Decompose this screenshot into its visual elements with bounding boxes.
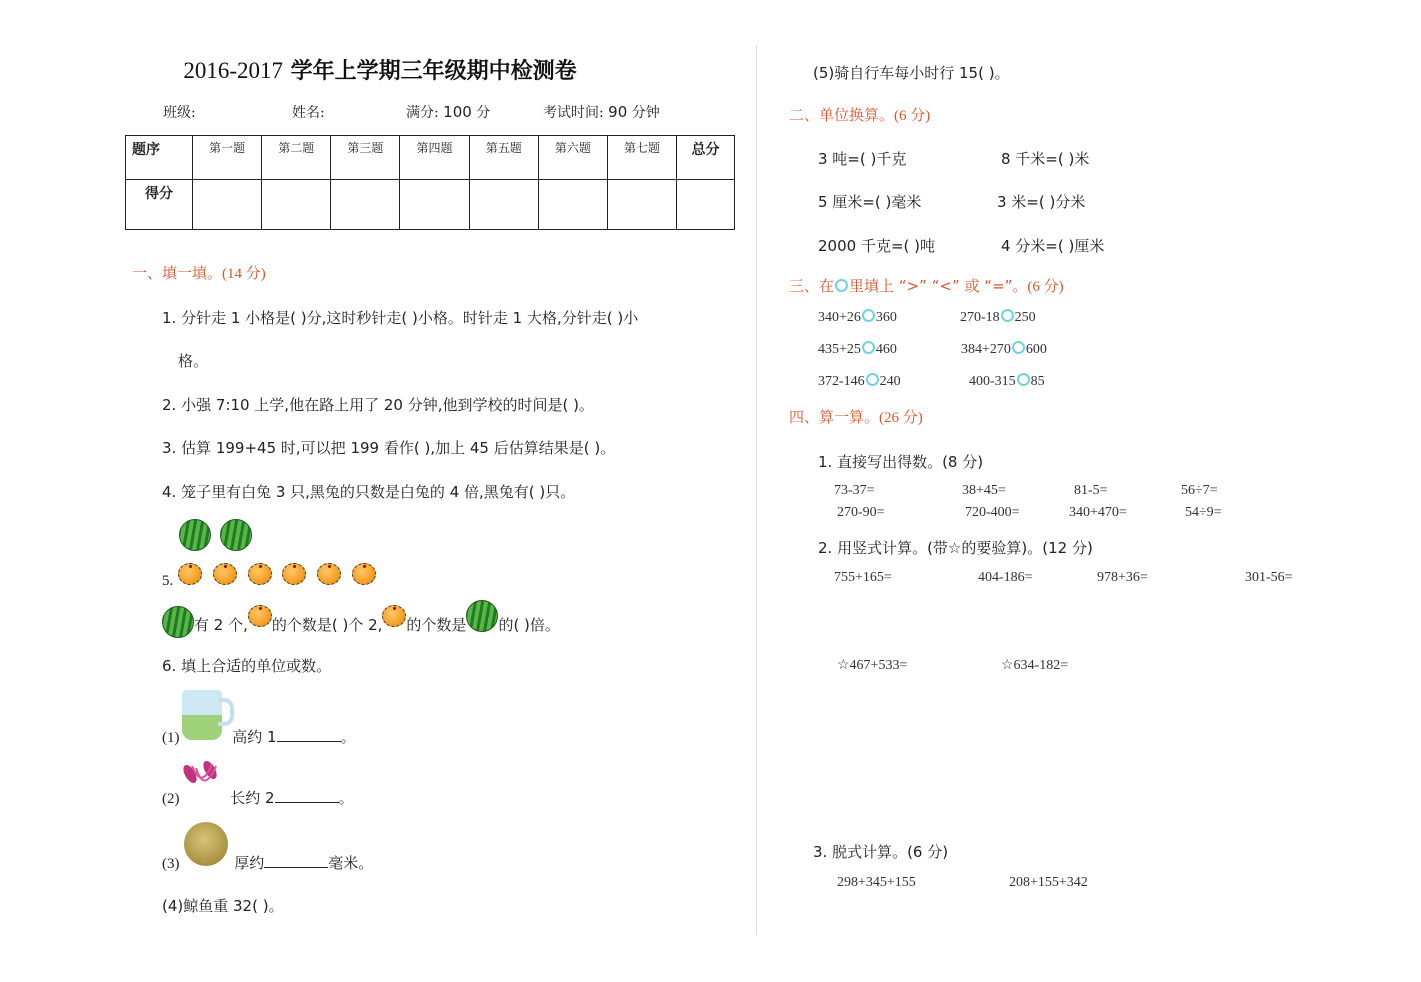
section-4-points: (26 分) <box>879 410 923 426</box>
section-1-title: 一、填一填。 <box>132 264 223 282</box>
compare-right: 85 <box>1030 374 1045 389</box>
exam-time <box>543 102 660 122</box>
question-3: 3. 估算 199+45 时,可以把 199 看作( ),加上 45 后估算结果是( )。 <box>162 439 616 457</box>
part-2-title: 2. 用竖式计算。(带☆的要验算)。(12 分) <box>818 539 1093 557</box>
orange-icon <box>178 563 202 585</box>
orange-icon <box>317 563 341 585</box>
answer-blank[interactable] <box>264 853 328 868</box>
score-cell[interactable] <box>677 180 735 230</box>
section-3-title-b: 里填上 “>” “<” 或 “=”。 <box>849 277 1028 295</box>
score-table <box>125 135 735 230</box>
name-label: 姓名: <box>292 105 325 121</box>
compare-right: 240 <box>879 374 901 389</box>
vertical-calc-item: 404-186= <box>978 570 1033 585</box>
q6-item-label: (3) <box>162 856 180 872</box>
compare-left: 270-18 <box>960 310 1000 325</box>
header-cell: 第一题 <box>193 136 262 180</box>
compare-left: 340+26 <box>818 310 861 325</box>
compare-right: 360 <box>875 310 897 325</box>
orange-icon <box>382 605 406 627</box>
compare-circle[interactable] <box>1001 309 1014 322</box>
compare-left: 435+25 <box>818 342 861 357</box>
class-label: 班级: <box>163 105 196 121</box>
compare-right: 600 <box>1025 342 1047 357</box>
compare-right: 460 <box>875 342 897 357</box>
score-cell[interactable] <box>469 180 538 230</box>
mental-calc-item: 81-5= <box>1074 483 1108 498</box>
score-table-score-row <box>126 180 735 230</box>
section-3-points: (6 分) <box>1027 279 1064 295</box>
score-table-header-row <box>126 136 735 180</box>
header-cell: 第三题 <box>331 136 400 180</box>
compare-circle[interactable] <box>866 373 879 386</box>
section-2-heading <box>789 104 930 125</box>
question-1-line-2: 格。 <box>178 352 209 370</box>
score-cell[interactable] <box>262 180 331 230</box>
question-6: 6. 填上合适的单位或数。 <box>162 657 332 675</box>
watermelon-icon <box>466 600 498 632</box>
header-cell: 第二题 <box>262 136 331 180</box>
vertical-calc-item: 978+36= <box>1097 570 1148 585</box>
vertical-calc-item: ☆467+533= <box>837 658 908 673</box>
answer-blank[interactable] <box>275 788 339 803</box>
circle-icon <box>835 279 848 292</box>
compare-circle[interactable] <box>1017 373 1030 386</box>
header-cell: 题序 <box>126 136 193 180</box>
mental-calc-item: 270-90= <box>837 505 885 520</box>
compare-left: 400-315 <box>969 374 1016 389</box>
compare-item <box>969 373 1045 390</box>
section-3-heading <box>789 275 1064 296</box>
q6-item-label: (2) <box>162 791 180 807</box>
part-3-title: 3. 脱式计算。(6 分) <box>813 843 949 861</box>
orange-icon <box>248 563 272 585</box>
watermelon-icon <box>179 519 211 551</box>
header-cell: 第七题 <box>607 136 676 180</box>
header-cell: 第六题 <box>538 136 607 180</box>
section-2-title: 二、单位换算。 <box>789 106 895 124</box>
compare-item <box>960 309 1036 326</box>
exam-time-value: 90 <box>608 103 628 121</box>
compare-item <box>818 341 897 358</box>
q6-item-tail: 。 <box>340 728 356 746</box>
title-year: 2016-2017 <box>183 58 283 83</box>
column-divider <box>756 45 757 935</box>
q6-item-5: (5)骑自行车每小时行 15( )。 <box>813 64 1010 82</box>
mental-calc-item: 54÷9= <box>1185 505 1222 520</box>
orange-icon <box>248 605 272 627</box>
compare-left: 384+270 <box>961 342 1011 357</box>
row-label: 得分 <box>126 180 193 230</box>
conversion-item: 4 分米=( )厘米 <box>1001 237 1105 255</box>
header-cell: 第四题 <box>400 136 469 180</box>
full-score-label: 满分: <box>406 105 439 121</box>
exam-time-unit: 分钟 <box>631 105 660 121</box>
orange-icon <box>352 563 376 585</box>
q6-item-text: 厚约 <box>234 854 265 872</box>
score-cell[interactable] <box>331 180 400 230</box>
q6-item-tail: 毫米。 <box>328 854 374 872</box>
conversion-item: 3 吨=( )千克 <box>818 150 907 168</box>
q5-text-b: 的个数是( )个 2, <box>271 616 383 634</box>
section-4-heading <box>789 406 923 427</box>
page-title <box>0 54 760 85</box>
vertical-calc-item: 755+165= <box>834 570 892 585</box>
question-1-line-1: 1. 分针走 1 小格是( )分,这时秒针走( )小格。时针走 1 大格,分针走( )小 <box>162 309 639 327</box>
q5-text-d: 的( )倍。 <box>498 616 560 634</box>
watermelon-row <box>179 519 252 555</box>
section-3-title-a: 三、在 <box>789 277 835 295</box>
exam-time-label: 考试时间: <box>543 105 604 121</box>
step-calc-item: 208+155+342 <box>1009 875 1088 890</box>
conversion-item: 8 千米=( )米 <box>1001 150 1090 168</box>
q6-item-text: 长约 2 <box>230 789 275 807</box>
score-cell[interactable] <box>400 180 469 230</box>
conversion-item: 2000 千克=( )吨 <box>818 237 935 255</box>
compare-circle[interactable] <box>1012 341 1025 354</box>
q6-item-1 <box>162 726 356 747</box>
vertical-calc-item: 301-56= <box>1245 570 1293 585</box>
compare-item <box>818 373 901 390</box>
q6-item-tail: 。 <box>338 789 354 807</box>
q6-item-4: (4)鲸鱼重 32( )。 <box>162 897 284 915</box>
question-5-label: 5. <box>162 573 174 589</box>
question-5-text <box>162 600 560 638</box>
title-text: 学年上学期三年级期中检测卷 <box>290 59 577 84</box>
q6-item-3 <box>162 852 373 873</box>
compare-right: 250 <box>1014 310 1036 325</box>
compare-circle[interactable] <box>862 309 875 322</box>
mental-calc-item: 720-400= <box>965 505 1020 520</box>
answer-blank[interactable] <box>277 727 341 742</box>
vertical-calc-item: ☆634-182= <box>1001 658 1069 673</box>
question-2: 2. 小强 7:10 上学,他在路上用了 20 分钟,他到学校的时间是( )。 <box>162 396 594 414</box>
full-score-unit: 分 <box>476 105 491 121</box>
score-cell[interactable] <box>193 180 262 230</box>
full-score <box>406 102 490 122</box>
watermelon-icon <box>162 606 194 638</box>
conversion-item: 3 米=( )分米 <box>997 193 1086 211</box>
mental-calc-item: 340+470= <box>1069 505 1127 520</box>
section-1-points: (14 分) <box>222 266 266 282</box>
q5-text-a: 有 2 个, <box>194 616 248 634</box>
compare-item <box>961 341 1047 358</box>
section-1-heading <box>132 262 266 283</box>
mental-calc-item: 38+45= <box>962 483 1006 498</box>
question-4: 4. 笼子里有白兔 3 只,黑兔的只数是白兔的 4 倍,黑兔有( )只。 <box>162 483 576 501</box>
score-cell[interactable] <box>538 180 607 230</box>
compare-item <box>818 309 897 326</box>
section-2-points: (6 分) <box>894 108 931 124</box>
score-cell[interactable] <box>607 180 676 230</box>
q6-item-2 <box>162 787 354 808</box>
step-calc-item: 298+345+155 <box>837 875 916 890</box>
q6-item-text: 高约 1 <box>232 728 277 746</box>
orange-icon <box>282 563 306 585</box>
q6-item-label: (1) <box>162 730 180 746</box>
section-4-title: 四、算一算。 <box>789 408 880 426</box>
watermelon-icon <box>220 519 252 551</box>
compare-left: 372-146 <box>818 374 865 389</box>
header-cell: 第五题 <box>469 136 538 180</box>
header-cell: 总分 <box>677 136 735 180</box>
mental-calc-item: 73-37= <box>834 483 875 498</box>
part-1-title: 1. 直接写出得数。(8 分) <box>818 453 984 471</box>
mental-calc-item: 56÷7= <box>1181 483 1218 498</box>
question-5-oranges <box>162 563 376 590</box>
q5-text-c: 的个数是 <box>406 616 467 634</box>
conversion-item: 5 厘米=( )毫米 <box>818 193 922 211</box>
orange-icon <box>213 563 237 585</box>
compare-circle[interactable] <box>862 341 875 354</box>
full-score-value: 100 <box>443 103 472 121</box>
